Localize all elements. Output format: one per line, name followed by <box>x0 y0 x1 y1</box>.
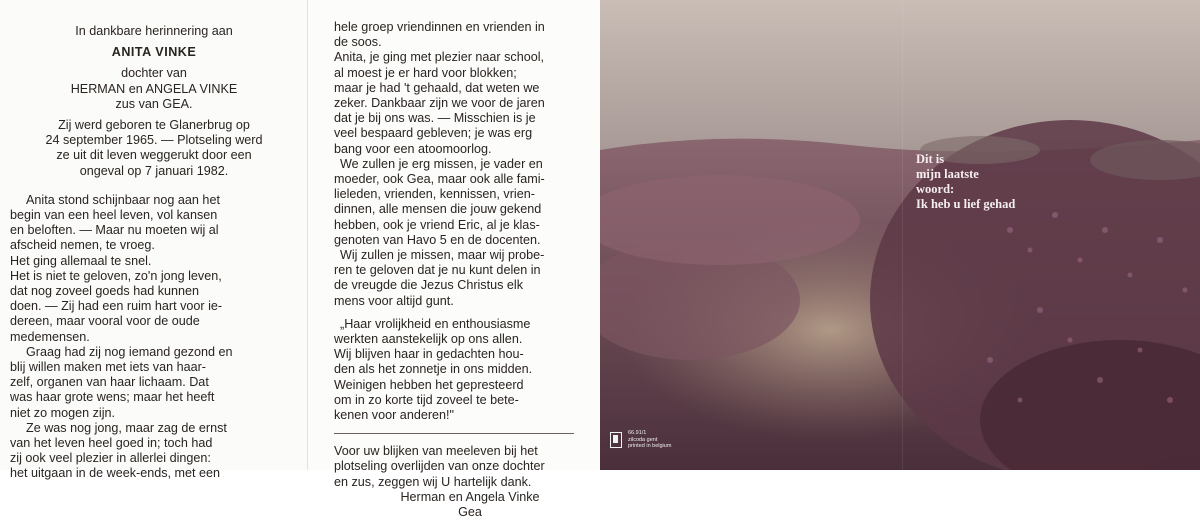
text-line: veel bespaard gebleven; je was erg <box>334 126 533 141</box>
text-line: genoten van Havo 5 en de docenten. <box>334 232 541 247</box>
text-line: Ze was nog jong, maar zag de ernst <box>26 420 227 435</box>
text-line: Graag had zij nog iemand gezond en <box>26 344 233 359</box>
text-line: Zij werd geboren te Glanerbrug op <box>58 118 250 133</box>
text-line: werkten aanstekelijk op ons allen. <box>334 332 523 347</box>
heather-field-image <box>600 0 1200 470</box>
text-line: Het ging allemaal te snel. <box>10 253 152 268</box>
text-line: plotseling overlijden van onze dochter <box>334 459 545 474</box>
text-line: Anita stond schijnbaar nog aan het <box>26 192 220 207</box>
poem-line: woord: <box>916 182 955 196</box>
memorial-paragraph <box>10 193 298 482</box>
imprint-line: printed in belgium <box>628 443 672 449</box>
text-line: dereen, maar vooral voor de oude <box>10 314 200 329</box>
text-line: moeder, ook Gea, maar ook alle fami- <box>334 172 545 187</box>
text-line: 24 september 1965. — Plotseling werd <box>45 133 263 148</box>
text-line: begin van een heel leven, vol kansen <box>10 208 218 223</box>
poem-line: Ik heb u lief gehad <box>916 197 1016 211</box>
imprint-line: zilcoda gent <box>628 436 658 443</box>
daughter-of-line: dochter van <box>121 66 187 81</box>
text-line: en beloften. — Maar nu moeten wij al <box>10 223 219 238</box>
thanks-paragraph <box>334 444 592 490</box>
sister-of-line: zus van GEA. <box>115 96 193 111</box>
poem-overlay <box>916 152 1015 212</box>
heather-photo-panel <box>600 0 1200 470</box>
parents-line: HERMAN en ANGELA VINKE <box>70 81 238 96</box>
text-line: de vreugde die Jezus Christus elk <box>334 278 524 293</box>
middle-text-panel <box>308 0 600 520</box>
text-line: bang voor een atoomoorlog. <box>334 141 492 156</box>
text-line: Weinigen hebben het gepresteerd <box>334 377 524 392</box>
text-line: kenen voor anderen!" <box>334 408 454 423</box>
text-line: om in zo korte tijd zoveel te bete- <box>334 392 519 407</box>
text-line: niet zo mogen zijn. <box>10 405 116 420</box>
text-line: dat nog zoveel goeds had kunnen <box>10 284 200 299</box>
text-line: Wij blijven haar in gedachten hou- <box>334 347 524 362</box>
text-line: We zullen je erg missen, je vader en <box>340 156 543 171</box>
text-line: ongeval op 7 januari 1982. <box>79 163 229 178</box>
text-line: maar je had 't gehaald, dat weten we <box>334 80 540 95</box>
text-line: zeker. Dankbaar zijn we voor de jaren <box>334 96 545 111</box>
text-line: het uitgaan in de week-ends, met een <box>10 466 221 481</box>
text-line: „Haar vrolijkheid en enthousiasme <box>340 316 531 331</box>
text-line: zelf, organen van haar lichaam. Dat <box>10 375 209 390</box>
memorial-continued-paragraph <box>334 20 592 309</box>
text-line: zij ook veel plezier in allerlei dingen: <box>10 451 211 466</box>
text-line: ren te geloven dat je nu kunt delen in <box>334 263 541 278</box>
text-line: Voor uw blijken van meeleven bij het <box>334 444 538 459</box>
text-line: dinnen, alle mensen die jouw gekend <box>334 202 542 217</box>
publisher-logo <box>610 432 622 448</box>
imprint-line: 66.91/1 <box>628 430 647 436</box>
text-line: dat je bij ons was. — Misschien is je <box>334 111 536 126</box>
text-line: mens voor altijd gunt. <box>334 293 454 308</box>
text-line: hebben, ook je vriend Eric, al je klas- <box>334 217 540 232</box>
text-line: van het leven heel goed in; toch had <box>10 436 213 451</box>
text-line: al moest je er hard voor blokken; <box>334 65 517 80</box>
quote-paragraph <box>334 317 592 423</box>
text-line: en zus, zeggen wij U hartelijk dank. <box>334 474 532 489</box>
birth-paragraph <box>10 118 298 179</box>
text-line: Het is niet te geloven, zo'n jong leven, <box>10 268 222 283</box>
text-line: was haar grote wens; maar het heeft <box>10 390 215 405</box>
divider-rule <box>334 433 574 434</box>
poem-line: mijn laatste <box>916 167 979 181</box>
text-line: medemensen. <box>10 329 90 344</box>
text-line: blij willen maken met iets van haar- <box>10 360 206 375</box>
intro-line: In dankbare herinnering aan <box>75 24 233 38</box>
signature-sister: Gea <box>458 505 482 520</box>
card-fold-line <box>902 0 903 470</box>
text-line: de soos. <box>334 35 382 50</box>
text-line: doen. — Zij had een ruim hart voor ie- <box>10 299 223 314</box>
left-text-panel <box>0 0 308 481</box>
text-line: afscheid nemen, te vroeg. <box>10 238 155 253</box>
text-line: lieleden, vrienden, kennissen, vrien- <box>334 187 535 202</box>
text-line: ze uit dit leven weggerukt door een <box>56 148 252 163</box>
deceased-name: ANITA VINKE <box>111 45 197 60</box>
text-line: hele groep vriendinnen en vrienden in <box>334 20 545 34</box>
text-line: den als het zonnetje in ons midden. <box>334 362 533 377</box>
poem-line: Dit is <box>916 152 945 166</box>
publisher-imprint <box>628 430 671 450</box>
signature-parents: Herman en Angela Vinke <box>400 489 540 504</box>
text-line: Wij zullen je missen, maar wij probe- <box>340 248 545 263</box>
text-line: Anita, je ging met plezier naar school, <box>334 50 545 65</box>
